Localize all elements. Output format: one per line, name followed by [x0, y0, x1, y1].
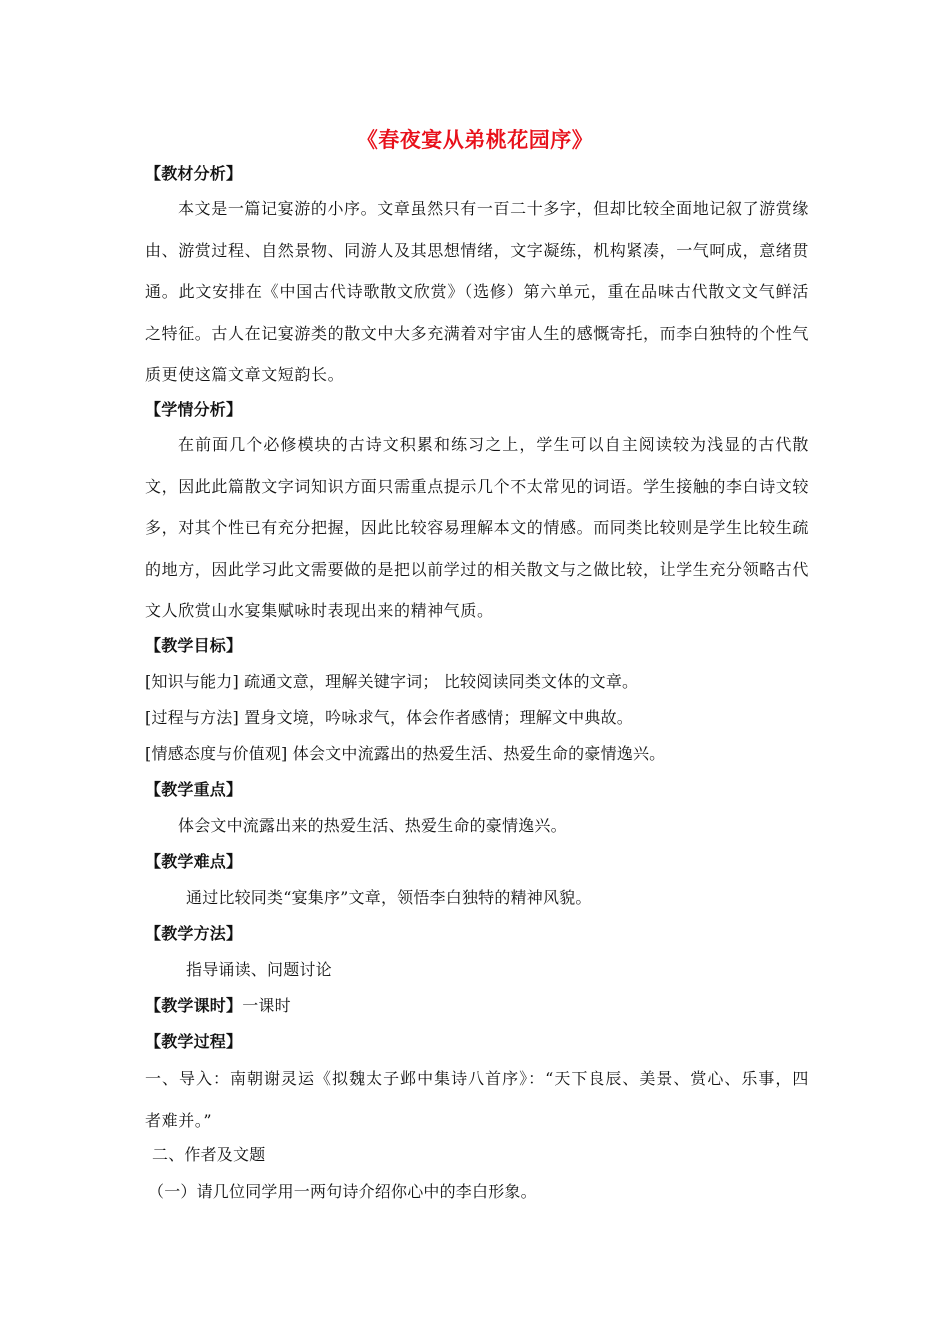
heading-teaching-goals: 【教学目标】	[145, 636, 243, 655]
process-part-2: 二、作者及文题	[152, 1145, 266, 1164]
heading-textbook-analysis: 【教材分析】	[145, 164, 243, 183]
key-points-text: 体会文中流露出来的热爱生活、热爱生命的豪情逸兴。	[178, 816, 567, 835]
goal-process: [过程与方法] 置身文境，吟咏求气，体会作者感情；理解文中典故。	[145, 708, 633, 727]
difficulties-text: 通过比较同类“宴集序”文章，领悟李白独特的精神风貌。	[186, 888, 592, 907]
heading-hours: 【教学课时】	[145, 996, 243, 1015]
heading-difficulties: 【教学难点】	[145, 852, 243, 871]
methods-text: 指导诵读、问题讨论	[186, 960, 332, 979]
paragraph-textbook-analysis: 本文是一篇记宴游的小序。文章虽然只有一百二十多字，但却比较全面地记叙了游赏缘由、游赏过程、自然景物、同游人及其思想情绪，文字凝练，机构紧凑，一气呵成，意绪贯通。此文安排在《中国古代诗歌散文欣赏》（选修）第六单元，重在品味古代散文文气鲜活之特征。古人在记宴游类的散文中大多充满着对宇宙人生的感慨寄托，而李白独特的个性气质更使这篇文章文短韵长。	[145, 199, 810, 384]
heading-process: 【教学过程】	[145, 1032, 243, 1051]
hours-text: 一课时	[242, 996, 291, 1015]
hours-line	[145, 996, 810, 1016]
process-intro: 一、导入：南朝谢灵运《拟魏太子邺中集诗八首序》：“天下良辰、美景、赏心、乐事，四者难并。”	[145, 1069, 809, 1130]
paragraph-student-analysis: 在前面几个必修模块的古诗文积累和练习之上，学生可以自主阅读较为浅显的古代散文，因此此篇散文字词知识方面只需重点提示几个不太常见的词语。学生接触的李白诗文较多，对其个性已有充分把握，因此比较容易理解本文的情感。而同类比较则是学生比较生疏的地方，因此学习此文需要做的是把以前学过的相关散文与之做比较，让学生充分领略古代文人欣赏山水宴集赋咏时表现出来的精神气质。	[145, 435, 810, 620]
process-part-2-1: （一）请几位同学用一两句诗介绍你心中的李白形象。	[148, 1182, 537, 1201]
heading-key-points: 【教学重点】	[145, 780, 243, 799]
heading-methods: 【教学方法】	[145, 924, 243, 943]
goal-knowledge: [知识与能力] 疏通文意，理解关键字词； 比较阅读同类文体的文章。	[145, 672, 639, 691]
heading-student-analysis: 【学情分析】	[145, 400, 243, 419]
goal-emotion: [情感态度与价值观] 体会文中流露出的热爱生活、热爱生命的豪情逸兴。	[145, 744, 666, 763]
document-title: 《春夜宴从弟桃花园序》	[356, 127, 594, 152]
